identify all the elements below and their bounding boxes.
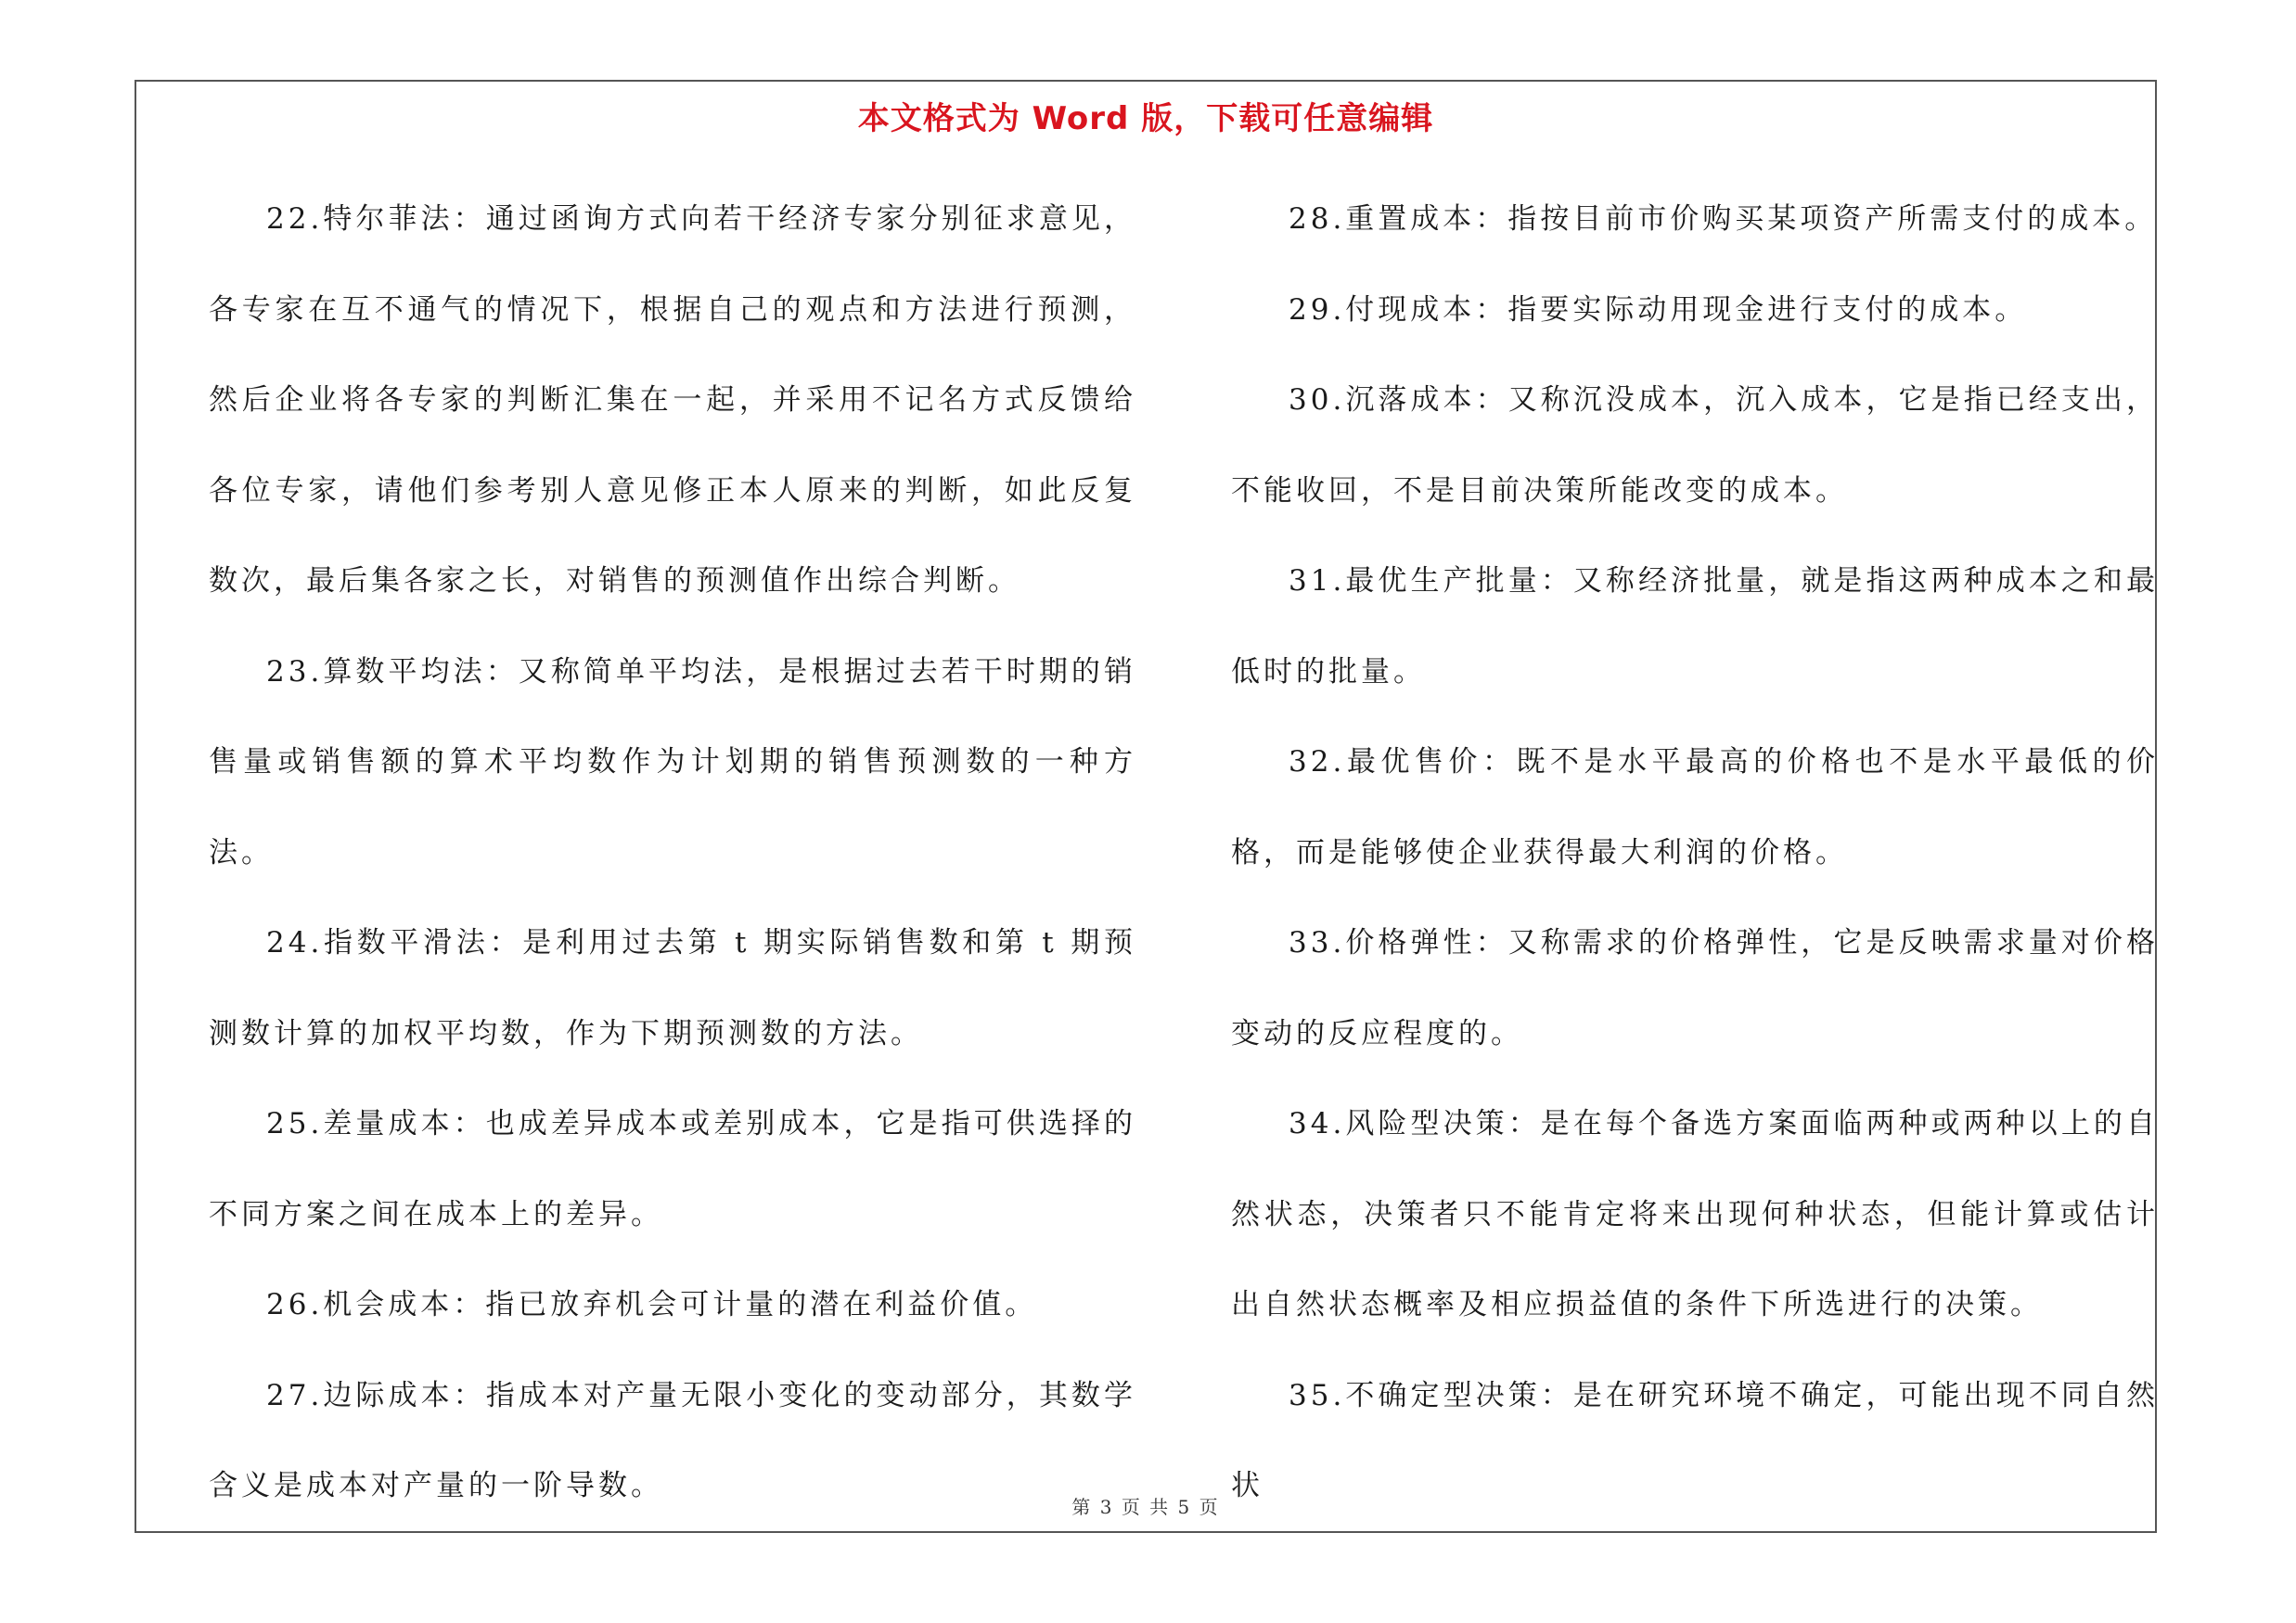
paragraph-25: 25.差量成本：也成差异成本或差别成本，它是指可供选择的不同方案之间在成本上的差异。 [209,1107,1136,1231]
paragraph-31: 31.最优生产批量：又称经济批量，就是指这两种成本之和最低时的批量。 [1231,564,2159,689]
paragraph-34: 34.风险型决策：是在每个备选方案面临两种或两种以上的自然状态，决策者只不能肯定将来出现何种状态，但能计算或估计出自然状态概率及相应损益值的条件下所选进行的决策。 [1231,1107,2159,1321]
paragraph-22: 22.特尔菲法：通过函询方式向若干经济专家分别征求意见，各专家在互不通气的情况下，根据自己的观点和方法进行预测，然后企业将各专家的判断汇集在一起，并采用不记名方式反馈给各位专家，请他们参考别人意见修正本人原来的判断，如此反复数次，最后集各家之长，对销售的预测值作出综合判断。 [209,202,1136,598]
paragraph-30: 30.沉落成本：又称沉没成本，沉入成本，它是指已经支出，不能收回，不是目前决策所能改变的成本。 [1231,383,2159,508]
page-frame [135,80,2157,1533]
paragraph-35: 35.不确定型决策：是在研究环境不确定，可能出现不同自然状 [1231,1378,2159,1502]
paragraph-33: 33.价格弹性：又称需求的价格弹性，它是反映需求量对价格变动的反应程度的。 [1231,926,2159,1050]
left-column [209,174,1136,1532]
word-format-banner: 本文格式为 Word 版，下载可任意编辑 [857,100,1434,137]
paragraph-29: 29.付现成本：指要实际动用现金进行支付的成本。 [1289,292,2028,327]
paragraph-28: 28.重置成本：指按目前市价购买某项资产所需支付的成本。 [1289,202,2158,236]
paragraph-23: 23.算数平均法：又称简单平均法，是根据过去若干时期的销售量或销售额的算术平均数作为计划期的销售预测数的一种方法。 [209,654,1136,869]
paragraph-26: 26.机会成本：指已放弃机会可计量的潜在利益价值。 [266,1288,1038,1321]
page-number-footer: 第 3 页 共 5 页 [1071,1496,1220,1518]
right-column [1231,174,2159,1532]
paragraph-32: 32.最优售价：既不是水平最高的价格也不是水平最低的价格，而是能够使企业获得最大利润的价格。 [1231,745,2159,869]
paragraph-24: 24.指数平滑法：是利用过去第 t 期实际销售数和第 t 期预测数计算的加权平均数，作为下期预测数的方法。 [209,926,1136,1050]
paragraph-27: 27.边际成本：指成本对产量无限小变化的变动部分，其数学含义是成本对产量的一阶导数。 [209,1378,1136,1502]
